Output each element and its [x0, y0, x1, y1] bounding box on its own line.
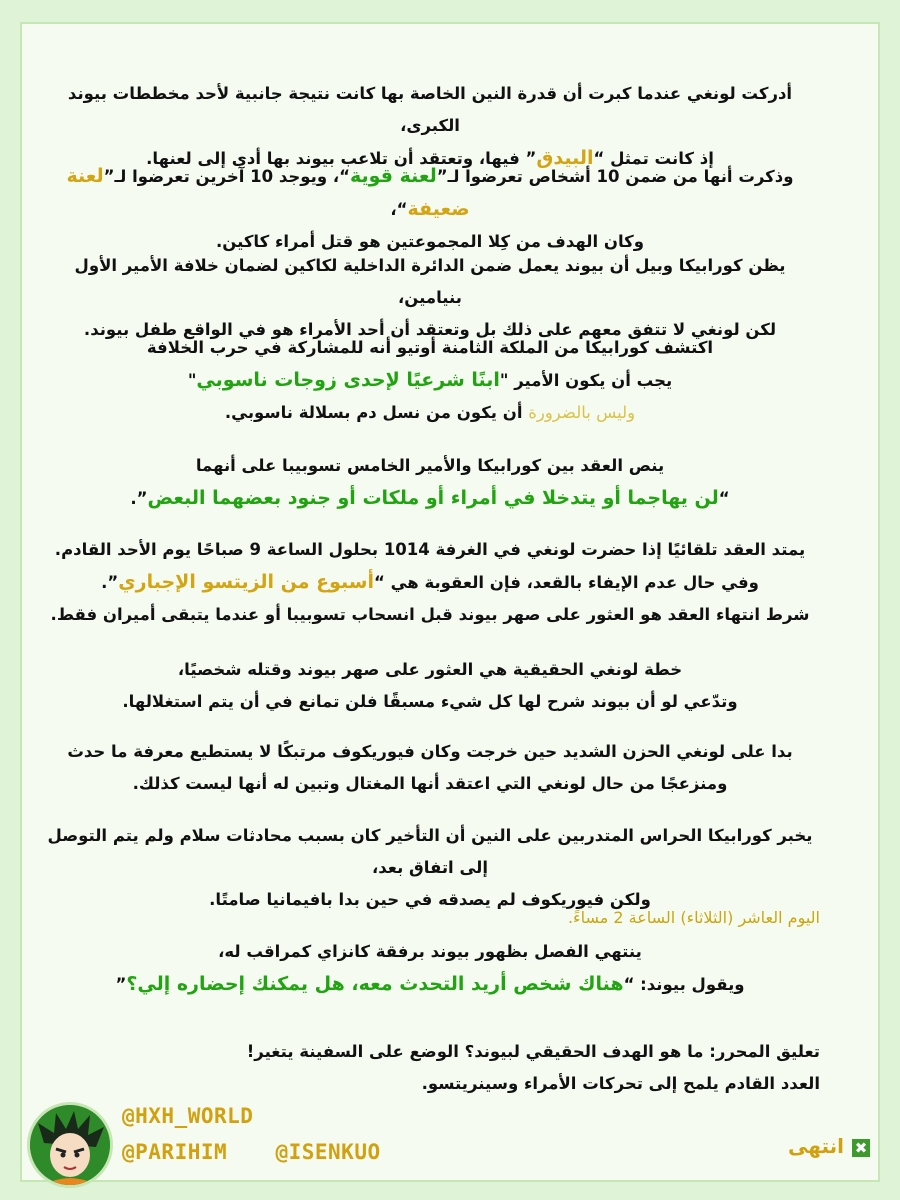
highlight-legitimate-son: ابنًا شرعيًا لإحدى زوجات ناسوبي	[196, 369, 500, 391]
character-avatar-icon	[30, 1105, 110, 1185]
text-fragment: ”.	[101, 573, 119, 592]
highlight-zetsu-week: أسبوع من الزيتسو الإجباري	[118, 571, 374, 593]
end-label: انتهى	[788, 1134, 844, 1158]
highlight-pawn: البيدق	[536, 147, 594, 169]
paragraph-9-line-2: ولكن فيوريكوف لم يصدقه في حين بدا بافيمانيا صامتًا.	[209, 890, 651, 909]
paragraph-6-line-3: شرط انتهاء العقد هو العثور على صهر بيوند قبل انسحاب تسوبيبا أو عندما يتبقى أميران فقط.	[50, 605, 810, 624]
highlight-contract-terms: لن يهاجما أو يتدخلا في أمراء أو ملكات أو جنود بعضهما البعض	[147, 487, 719, 509]
text-fragment: “، ويوجد 10 آخرين تعرضوا لـ”	[103, 167, 350, 186]
paragraph-6-line-1: يمتد العقد تلقائيًا إذا حضرت لونغي في الغرفة 1014 بحلول الساعة 9 صباحًا يوم الأحد القادم.	[54, 540, 806, 559]
text-fragment: "	[187, 371, 197, 390]
text-fragment: “	[718, 489, 730, 508]
paragraph-1-line-1: أدركت لونغي عندما كبرت أن قدرة النين الخاصة بها كانت نتيجة جانبية لأحد مخططات بيوند الكبرى،	[67, 84, 793, 135]
highlight-strong-curse: لعنة قوية	[349, 165, 437, 187]
avatar	[27, 1102, 113, 1188]
paragraph-10-line-2	[40, 968, 820, 1001]
social-handles	[122, 1098, 381, 1170]
highlight-weak-curse: لعنة ضعيفة	[66, 165, 470, 220]
paragraph-9-line-1: يخبر كورابيكا الحراس المتدربين على النين أن التأخير كان بسبب محادثات سلام ولم يتم التوصل إلى اتفاق بعد،	[47, 826, 813, 877]
text-fragment: ”.	[130, 489, 148, 508]
x-box-icon: ✖	[852, 1139, 870, 1157]
text-fragment: “،	[390, 200, 408, 219]
editor-note-line-2: العدد القادم يلمح إلى تحركات الأمراء وسينريتسو.	[421, 1074, 820, 1093]
text-fragment: ”	[115, 975, 127, 994]
paragraph-5-line-2	[40, 482, 820, 515]
paragraph-2-line-1	[40, 160, 820, 226]
paragraph-8	[40, 736, 820, 800]
paragraph-4-line-3	[40, 397, 820, 429]
end-marker	[788, 1134, 870, 1158]
handle-parihim[interactable]: @PARIHIM	[122, 1140, 228, 1164]
text-fragment: وفي حال عدم الإيفاء بالقعد، فإن العقوبة هي “	[374, 573, 759, 592]
handle-hxh-world[interactable]: @HXH_WORLD	[122, 1104, 254, 1128]
paragraph-4-line-2	[40, 364, 820, 397]
paragraph-7-line-1: خطة لونغي الحقيقية هي العثور على صهر بيوند وقتله شخصيًا،	[177, 660, 683, 679]
editor-note	[40, 1036, 820, 1100]
paragraph-2-line-2: وكان الهدف من كِلا المجموعتين هو قتل أمراء كاكين.	[215, 232, 645, 251]
paragraph-4-line-1: اكتشف كورابيكا من الملكة الثامنة أوتيو أنه للمشاركة في حرب الخلافة	[146, 338, 714, 357]
text-fragment: ” فيها، وتعتقد أن تلاعب بيوند بها أدى إلى لعنها.	[146, 149, 537, 168]
handle-isenkuo[interactable]: @ISENKUO	[275, 1140, 381, 1164]
paragraph-6-line-2	[40, 566, 820, 599]
day-heading-row	[40, 902, 820, 934]
paragraph-8-line-2: ومنزعجًا من حال لونغي التي اعتقد أنها المغتال وتبين له أنها ليست كذلك.	[132, 774, 728, 793]
text-fragment: إذ كانت تمثل “	[593, 149, 714, 168]
day-heading: اليوم العاشر (الثلاثاء) الساعة 2 مساءً.	[567, 908, 820, 927]
handle-row-2	[122, 1134, 381, 1170]
text-fragment: أن يكون من نسل دم بسلالة ناسوبي.	[224, 403, 529, 422]
paragraph-10-line-1: ينتهي الفصل بظهور بيوند برفقة كانزاي كمراقب له،	[218, 942, 642, 961]
paragraph-6	[40, 534, 820, 631]
paragraph-10	[40, 936, 820, 1001]
highlight-beyond-quote: هناك شخص أريد التحدث معه، هل يمكنك إحضاره إلي؟	[126, 973, 624, 995]
paragraph-8-line-1: بدا على لونغي الحزن الشديد حين خرجت وكان فيوريكوف مرتبكًا لا يستطيع معرفة ما حدث	[67, 742, 793, 761]
text-fragment: وذكرت أنها من ضمن 10 أشخاص تعرضوا لـ”	[436, 167, 794, 186]
paragraph-3-line-1: يظن كورابيكا وبيل أن بيوند يعمل ضمن الدائرة الداخلية لكاكين لضمان خلافة الأمير الأول بنيامين،	[74, 256, 786, 307]
paragraph-7-line-2: وتدّعي لو أن بيوند شرح لها كل شيء مسبقًا فلن تمانع في أن يتم استغلالها.	[122, 692, 738, 711]
paragraph-2	[40, 160, 820, 258]
paragraph-5-line-1: ينص العقد بين كورابيكا والأمير الخامس تسوبيبا على أنهما	[195, 456, 665, 475]
paragraph-7	[40, 654, 820, 718]
highlight-not-necessarily: وليس بالضرورة	[528, 403, 636, 422]
paragraph-3-line-2: لكن لونغي لا تتفق معهم على ذلك بل وتعتقد أن أحد الأمراء هو في الواقع طفل بيوند.	[83, 320, 777, 339]
paragraph-4	[40, 332, 820, 429]
text-fragment: ويقول بيوند: “	[623, 975, 745, 994]
editor-note-line-1: تعليق المحرر: ما هو الهدف الحقيقي لبيوند؟ الوضع على السفينة يتغير!	[246, 1042, 820, 1061]
paragraph-5	[40, 450, 820, 515]
text-fragment: يجب أن يكون الأمير "	[499, 371, 673, 390]
